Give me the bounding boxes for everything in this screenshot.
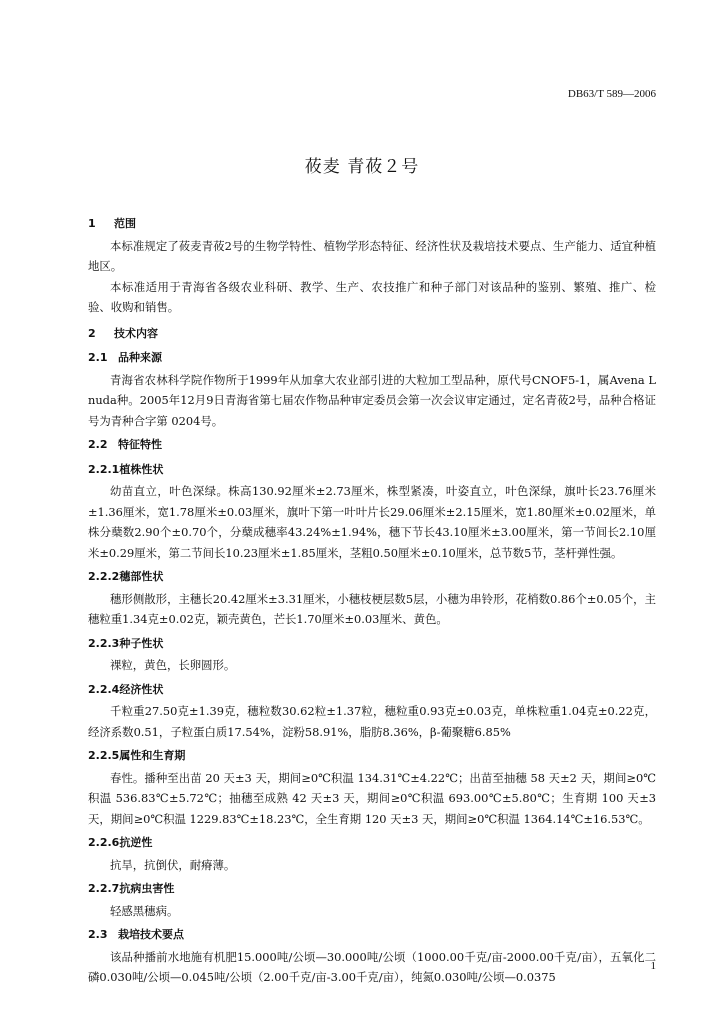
section-heading [88, 435, 656, 456]
section-number: 2.3 [88, 928, 108, 941]
section-number: 2.2.4 [88, 682, 120, 696]
paragraph: 裸粒，黄色，长卵圆形。 [110, 658, 236, 672]
section-title: 属性和生育期 [119, 749, 186, 762]
standard-code: DB63/T 589—2006 [567, 88, 656, 100]
section-title: 抗逆性 [119, 836, 153, 849]
section-number: 2.2.3 [88, 636, 120, 650]
section-title: 品种来源 [118, 351, 162, 364]
section-number: 1 [88, 217, 96, 230]
paragraph: 幼苗直立，叶色深绿。株高130.92厘米±2.73厘米，株型紧凑，叶姿直立，叶色深绿，旗叶长23.76厘米±1.36厘米，宽1.78厘米±0.03厘米，旗叶下第一叶叶片长29.06厘米±2.15厘米，宽1.80厘米±0.02厘米，单株分蘖数2.90个±0.70个，分蘖成穗率43.24%±1.94%，穗下节长43.10厘米±3.00厘米，第一节间长2.10厘米±0.29厘米，第二节间长10.23厘米±1.85厘米，茎粗0.50厘米±0.10厘米，总节数5节，茎杆弹性强。 [88, 484, 656, 560]
section-heading [88, 746, 656, 767]
section-heading [88, 348, 656, 369]
section-number: 2.2.1 [88, 462, 120, 476]
section-number: 2.2 [88, 438, 108, 451]
section-heading [88, 680, 656, 701]
paragraph: 轻感黑穗病。 [110, 903, 179, 918]
section-number: 2.2.6 [88, 836, 120, 849]
section-title: 种子性状 [119, 636, 164, 650]
section-title: 抗病虫害性 [119, 882, 175, 895]
section-heading [88, 214, 656, 235]
section-title: 范围 [114, 217, 136, 230]
section-heading [88, 460, 656, 481]
paragraph: 本标准规定了莜麦青莜2号的生物学特性、植物学形态特征、经济性状及栽培技术要点、生产能力、适宜种植地区。 [88, 238, 656, 273]
section-title: 特征特性 [118, 438, 162, 451]
section-number: 2.2.7 [88, 882, 120, 895]
section-number: 2 [88, 326, 96, 340]
section-heading [88, 925, 656, 946]
document-title: 莜麦 青莜２号 [304, 157, 420, 177]
section-number: 2.2.5 [88, 749, 120, 762]
paragraph: 抗旱，抗倒伏，耐瘠薄。 [110, 857, 236, 872]
section-number: 2.1 [88, 351, 108, 364]
section-heading [88, 879, 656, 900]
section-heading [88, 833, 656, 854]
page-number: 1 [650, 960, 656, 972]
paragraph: 千粒重27.50克±1.39克，穗粒数30.62粒±1.37粒，穗粒重0.93克±0.03克，单株粒重1.04克±0.22克，经济系数0.51，子粒蛋白质17.54%，淀粉58.91%，脂肪8.36%，β-葡聚糖6.85% [88, 704, 656, 739]
section-title: 穗部性状 [119, 570, 164, 583]
document-body [88, 208, 656, 988]
section-heading [88, 324, 656, 345]
section-title: 植株性状 [119, 462, 164, 476]
section-heading [88, 634, 656, 655]
paragraph: 穗形侧散形，主穗长20.42厘米±3.31厘米，小穗枝梗层数5层，小穗为串铃形，花梢数0.86个±0.05个，主穗粒重1.34克±0.02克，颖壳黄色，芒长1.70厘米±0.03厘米、黄色。 [88, 591, 656, 626]
section-title: 经济性状 [119, 682, 164, 696]
section-number: 2.2.2 [88, 570, 120, 583]
section-heading [88, 567, 656, 588]
paragraph: 本标准适用于青海省各级农业科研、教学、生产、农技推广和种子部门对该品种的鉴别、繁殖、推广、检验、收购和销售。 [88, 279, 656, 314]
paragraph: 青海省农林科学院作物所于1999年从加拿大农业部引进的大粒加工型品种，原代号CNOF5-1，属Avena L nuda种。2005年12月9日青海省第七届农作物品种审定委员会第一次会议审定通过，定名青莜2号，品种合格证号为青种合字第 0204号。 [88, 372, 656, 428]
section-title: 技术内容 [114, 326, 158, 340]
paragraph: 春性。播种至出苗 20 天±3 天，期间≥0℃积温 134.31℃±4.22℃；出苗至抽穗 58 天±2 天，期间≥0℃积温 536.83℃±5.72℃；抽穗至成熟 42 天±3 天，期间≥0℃积温 693.00℃±5.80℃；生育期 100 天±3 天，期间≥0℃积温 1229.83℃±18.23℃，全生育期 120 天±3 天，期间≥0℃积温 1364.14℃±16.53℃。 [88, 770, 656, 826]
paragraph: 该品种播前水地施有机肥15.000吨/公顷—30.000吨/公顷（1000.00千克/亩-2000.00千克/亩），五氧化二磷0.030吨/公顷—0.045吨/公顷（2.00千克/亩-3.00千克/亩），纯氮0.030吨/公顷—0.0375 [88, 949, 656, 984]
section-title: 栽培技术要点 [118, 928, 184, 941]
